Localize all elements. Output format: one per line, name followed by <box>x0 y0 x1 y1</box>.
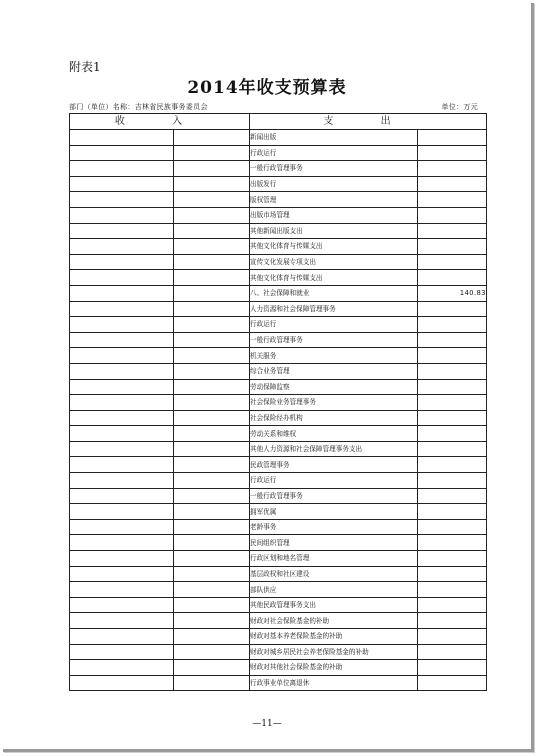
table-row <box>70 395 487 411</box>
income-item-cell <box>70 519 174 535</box>
income-amount-cell <box>174 161 250 177</box>
income-item-cell <box>70 644 174 660</box>
expense-item-cell: 新闻出版 <box>250 130 418 146</box>
expense-item-cell: 社会保险业务管理事务 <box>250 395 418 411</box>
expense-amount-cell <box>418 597 487 613</box>
expense-amount-cell <box>418 379 487 395</box>
expense-amount-cell <box>418 566 487 582</box>
income-amount-cell <box>174 207 250 223</box>
expense-amount-cell <box>418 223 487 239</box>
expense-amount-cell <box>418 207 487 223</box>
table-row <box>70 629 487 645</box>
income-amount-cell <box>174 473 250 489</box>
expense-item-cell: 民间组织管理 <box>250 535 418 551</box>
expense-item-cell: 行政运行 <box>250 145 418 161</box>
expense-item-cell: 宣传文化发展专项支出 <box>250 254 418 270</box>
expense-amount-cell <box>418 457 487 473</box>
expense-amount-cell <box>418 176 487 192</box>
expense-item-cell: 其他文化体育与传媒支出 <box>250 270 418 286</box>
income-amount-cell <box>174 582 250 598</box>
income-item-cell <box>70 145 174 161</box>
table-row <box>70 270 487 286</box>
income-amount-cell <box>174 629 250 645</box>
income-amount-cell <box>174 410 250 426</box>
table-row <box>70 130 487 146</box>
table-row <box>70 207 487 223</box>
table-row <box>70 551 487 567</box>
income-item-cell <box>70 176 174 192</box>
table-row <box>70 535 487 551</box>
income-amount-cell <box>174 488 250 504</box>
income-amount-cell <box>174 644 250 660</box>
expense-item-cell: 机关服务 <box>250 348 418 364</box>
expense-amount-cell <box>418 395 487 411</box>
table-row <box>70 566 487 582</box>
income-item-cell <box>70 363 174 379</box>
budget-table <box>69 113 487 691</box>
expense-item-cell: 八、社会保障和就业 <box>250 285 418 301</box>
expense-item-cell: 一般行政管理事务 <box>250 332 418 348</box>
expense-amount-cell <box>418 410 487 426</box>
income-amount-cell <box>174 270 250 286</box>
table-body <box>70 130 487 691</box>
expense-item-cell: 行政运行 <box>250 473 418 489</box>
expense-item-cell: 拥军优属 <box>250 504 418 520</box>
table-row <box>70 379 487 395</box>
table-row <box>70 457 487 473</box>
income-amount-cell <box>174 426 250 442</box>
expense-amount-cell <box>418 301 487 317</box>
income-item-cell <box>70 504 174 520</box>
income-amount-cell <box>174 254 250 270</box>
table-row <box>70 441 487 457</box>
income-item-cell <box>70 613 174 629</box>
expense-amount-cell <box>418 145 487 161</box>
expense-amount-cell <box>418 675 487 691</box>
income-amount-cell <box>174 675 250 691</box>
expense-item-cell: 财政对社会保险基金的补助 <box>250 613 418 629</box>
income-amount-cell <box>174 519 250 535</box>
income-item-cell <box>70 270 174 286</box>
expense-amount-cell <box>418 504 487 520</box>
income-amount-cell <box>174 130 250 146</box>
expense-item-cell: 财政对基本养老保险基金的补助 <box>250 629 418 645</box>
table-row <box>70 644 487 660</box>
income-amount-cell <box>174 285 250 301</box>
income-item-cell <box>70 207 174 223</box>
unit-label: 单位：万元 <box>441 103 478 111</box>
expense-item-cell: 基层政权和社区建设 <box>250 566 418 582</box>
table-row <box>70 332 487 348</box>
table-row <box>70 239 487 255</box>
expense-amount-cell <box>418 254 487 270</box>
expense-item-cell: 版权管理 <box>250 192 418 208</box>
income-amount-cell <box>174 613 250 629</box>
page-title: 2014年收支预算表 <box>187 78 347 98</box>
expense-amount-cell <box>418 441 487 457</box>
expense-amount-cell <box>418 644 487 660</box>
table-row <box>70 582 487 598</box>
income-amount-cell <box>174 660 250 676</box>
income-amount-cell <box>174 566 250 582</box>
expense-item-cell: 行政事业单位离退休 <box>250 675 418 691</box>
income-amount-cell <box>174 332 250 348</box>
table-row <box>70 254 487 270</box>
expense-item-cell: 财政对其他社会保险基金的补助 <box>250 660 418 676</box>
income-amount-cell <box>174 145 250 161</box>
table-row <box>70 161 487 177</box>
income-item-cell <box>70 161 174 177</box>
income-amount-cell <box>174 223 250 239</box>
table-row <box>70 613 487 629</box>
expense-amount-cell <box>418 270 487 286</box>
expense-item-cell: 其他新闻出版支出 <box>250 223 418 239</box>
income-item-cell <box>70 660 174 676</box>
expense-item-cell: 劳动关系和维权 <box>250 426 418 442</box>
appendix-label: 附表1 <box>69 60 101 74</box>
income-amount-cell <box>174 239 250 255</box>
expense-amount-cell <box>418 582 487 598</box>
income-item-cell <box>70 566 174 582</box>
table-row <box>70 426 487 442</box>
expense-item-cell: 其他人力资源和社会保障管理事务支出 <box>250 441 418 457</box>
document-page <box>3 3 534 752</box>
table-row <box>70 675 487 691</box>
expense-amount-cell <box>418 660 487 676</box>
table-row <box>70 192 487 208</box>
income-item-cell <box>70 488 174 504</box>
expense-item-cell: 行政区划和地名管理 <box>250 551 418 567</box>
income-amount-cell <box>174 348 250 364</box>
table-row <box>70 285 487 301</box>
expense-item-cell: 一般行政管理事务 <box>250 161 418 177</box>
income-item-cell <box>70 348 174 364</box>
page-number: —11— <box>252 719 282 729</box>
expense-header: 支 出 <box>250 114 487 130</box>
income-amount-cell <box>174 176 250 192</box>
income-amount-cell <box>174 441 250 457</box>
income-item-cell <box>70 551 174 567</box>
expense-amount-cell <box>418 192 487 208</box>
expense-item-cell: 人力资源和社会保障管理事务 <box>250 301 418 317</box>
income-amount-cell <box>174 597 250 613</box>
expense-amount-cell <box>418 348 487 364</box>
income-item-cell <box>70 317 174 333</box>
expense-amount-cell <box>418 613 487 629</box>
expense-amount-cell <box>418 239 487 255</box>
expense-amount-cell <box>418 519 487 535</box>
income-header: 收 入 <box>70 114 250 130</box>
income-amount-cell <box>174 379 250 395</box>
income-item-cell <box>70 332 174 348</box>
expense-amount-cell <box>418 629 487 645</box>
table-row <box>70 348 487 364</box>
table-row <box>70 519 487 535</box>
expense-item-cell: 部队供应 <box>250 582 418 598</box>
expense-item-cell: 出版发行 <box>250 176 418 192</box>
expense-item-cell: 老龄事务 <box>250 519 418 535</box>
income-item-cell <box>70 239 174 255</box>
expense-amount-cell <box>418 488 487 504</box>
table-row <box>70 176 487 192</box>
table-row <box>70 504 487 520</box>
expense-amount-cell <box>418 551 487 567</box>
income-item-cell <box>70 192 174 208</box>
income-amount-cell <box>174 457 250 473</box>
income-item-cell <box>70 285 174 301</box>
income-amount-cell <box>174 551 250 567</box>
income-amount-cell <box>174 192 250 208</box>
department-name: 部门（单位）名称：吉林省民族事务委员会 <box>69 103 208 111</box>
expense-amount-cell <box>418 426 487 442</box>
expense-item-cell: 民政管理事务 <box>250 457 418 473</box>
expense-item-cell: 一般行政管理事务 <box>250 488 418 504</box>
income-amount-cell <box>174 317 250 333</box>
expense-amount-cell <box>418 363 487 379</box>
expense-amount-cell <box>418 161 487 177</box>
income-item-cell <box>70 395 174 411</box>
income-amount-cell <box>174 395 250 411</box>
income-item-cell <box>70 426 174 442</box>
table-row <box>70 410 487 426</box>
table-row <box>70 597 487 613</box>
income-item-cell <box>70 675 174 691</box>
table-row <box>70 363 487 379</box>
income-amount-cell <box>174 363 250 379</box>
income-item-cell <box>70 582 174 598</box>
expense-item-cell: 行政运行 <box>250 317 418 333</box>
expense-item-cell: 综合业务管理 <box>250 363 418 379</box>
expense-amount-cell <box>418 130 487 146</box>
expense-item-cell: 其他文化体育与传媒支出 <box>250 239 418 255</box>
table-row <box>70 473 487 489</box>
table-row <box>70 660 487 676</box>
expense-item-cell: 劳动保障监察 <box>250 379 418 395</box>
income-amount-cell <box>174 504 250 520</box>
income-item-cell <box>70 441 174 457</box>
income-item-cell <box>70 629 174 645</box>
income-amount-cell <box>174 535 250 551</box>
table-row <box>70 145 487 161</box>
expense-amount-cell <box>418 535 487 551</box>
expense-amount-cell <box>418 332 487 348</box>
expense-item-cell: 社会保险经办机构 <box>250 410 418 426</box>
table-row <box>70 223 487 239</box>
income-item-cell <box>70 597 174 613</box>
table-row <box>70 317 487 333</box>
table-header-row <box>70 114 487 130</box>
expense-item-cell: 财政对城乡居民社会养老保险基金的补助 <box>250 644 418 660</box>
expense-amount-cell <box>418 317 487 333</box>
expense-amount-cell: 140.83 <box>418 285 487 301</box>
income-item-cell <box>70 457 174 473</box>
expense-amount-cell <box>418 473 487 489</box>
income-item-cell <box>70 410 174 426</box>
income-item-cell <box>70 473 174 489</box>
income-amount-cell <box>174 301 250 317</box>
table-row <box>70 488 487 504</box>
income-item-cell <box>70 130 174 146</box>
table-row <box>70 301 487 317</box>
income-item-cell <box>70 254 174 270</box>
income-item-cell <box>70 223 174 239</box>
expense-item-cell: 出版市场管理 <box>250 207 418 223</box>
income-item-cell <box>70 301 174 317</box>
expense-item-cell: 其他民政管理事务支出 <box>250 597 418 613</box>
income-item-cell <box>70 379 174 395</box>
income-item-cell <box>70 535 174 551</box>
